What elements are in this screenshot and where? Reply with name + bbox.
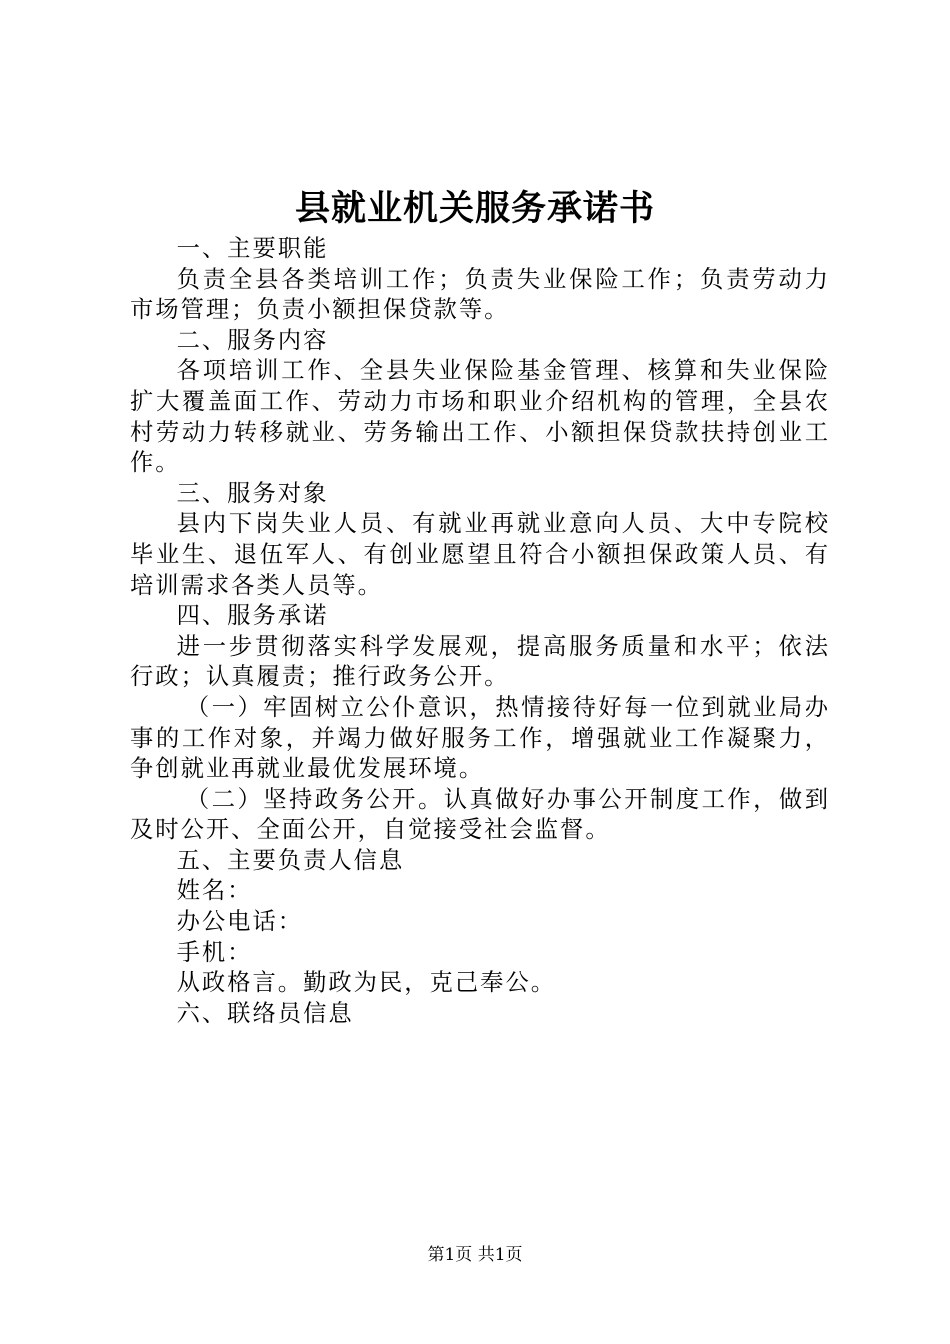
field-motto: 从政格言。勤政为民，克己奉公。: [176, 969, 557, 997]
paragraph-commitment: 进一步贯彻落实科学发展观，提高服务质量和水平；依法行政；认真履责；推行政务公开。: [130, 632, 830, 691]
section-heading-commitment: 四、服务承诺: [176, 602, 329, 630]
paragraph-commitment-item-2: （二）坚持政务公开。认真做好办事公开制度工作，做到及时公开、全面公开，自觉接受社会监督。: [130, 785, 830, 844]
section-heading-leader-info: 五、主要负责人信息: [176, 846, 405, 874]
section-heading-service-content: 二、服务内容: [176, 326, 329, 354]
page-footer: 第1页 共1页: [427, 1245, 523, 1265]
paragraph-functions: 负责全县各类培训工作；负责失业保险工作；负责劳动力市场管理；负责小额担保贷款等。: [130, 265, 830, 324]
paragraph-commitment-item-1: （一）牢固树立公仆意识，热情接待好每一位到就业局办事的工作对象，并竭力做好服务工作，增强就业工作凝聚力，争创就业再就业最优发展环境。: [130, 693, 830, 783]
field-mobile: 手机：: [176, 938, 253, 966]
document-body: [130, 234, 830, 1029]
section-heading-functions: 一、主要职能: [176, 235, 329, 262]
section-heading-liaison-info: 六、联络员信息: [176, 999, 354, 1027]
paragraph-service-targets: 县内下岗失业人员、有就业再就业意向人员、大中专院校毕业生、退伍军人、有创业愿望且符合小额担保政策人员、有培训需求各类人员等。: [130, 510, 830, 599]
section-heading-service-targets: 三、服务对象: [176, 479, 329, 507]
field-name: 姓名：: [176, 877, 253, 905]
paragraph-service-content: 各项培训工作、全县失业保险基金管理、核算和失业保险扩大覆盖面工作、劳动力市场和职业介绍机构的管理，全县农村劳动力转移就业、劳务输出工作、小额担保贷款扶持创业工作。: [130, 357, 830, 477]
field-office-phone: 办公电话：: [176, 908, 304, 936]
document-title: 县就业机关服务承诺书: [294, 188, 655, 229]
